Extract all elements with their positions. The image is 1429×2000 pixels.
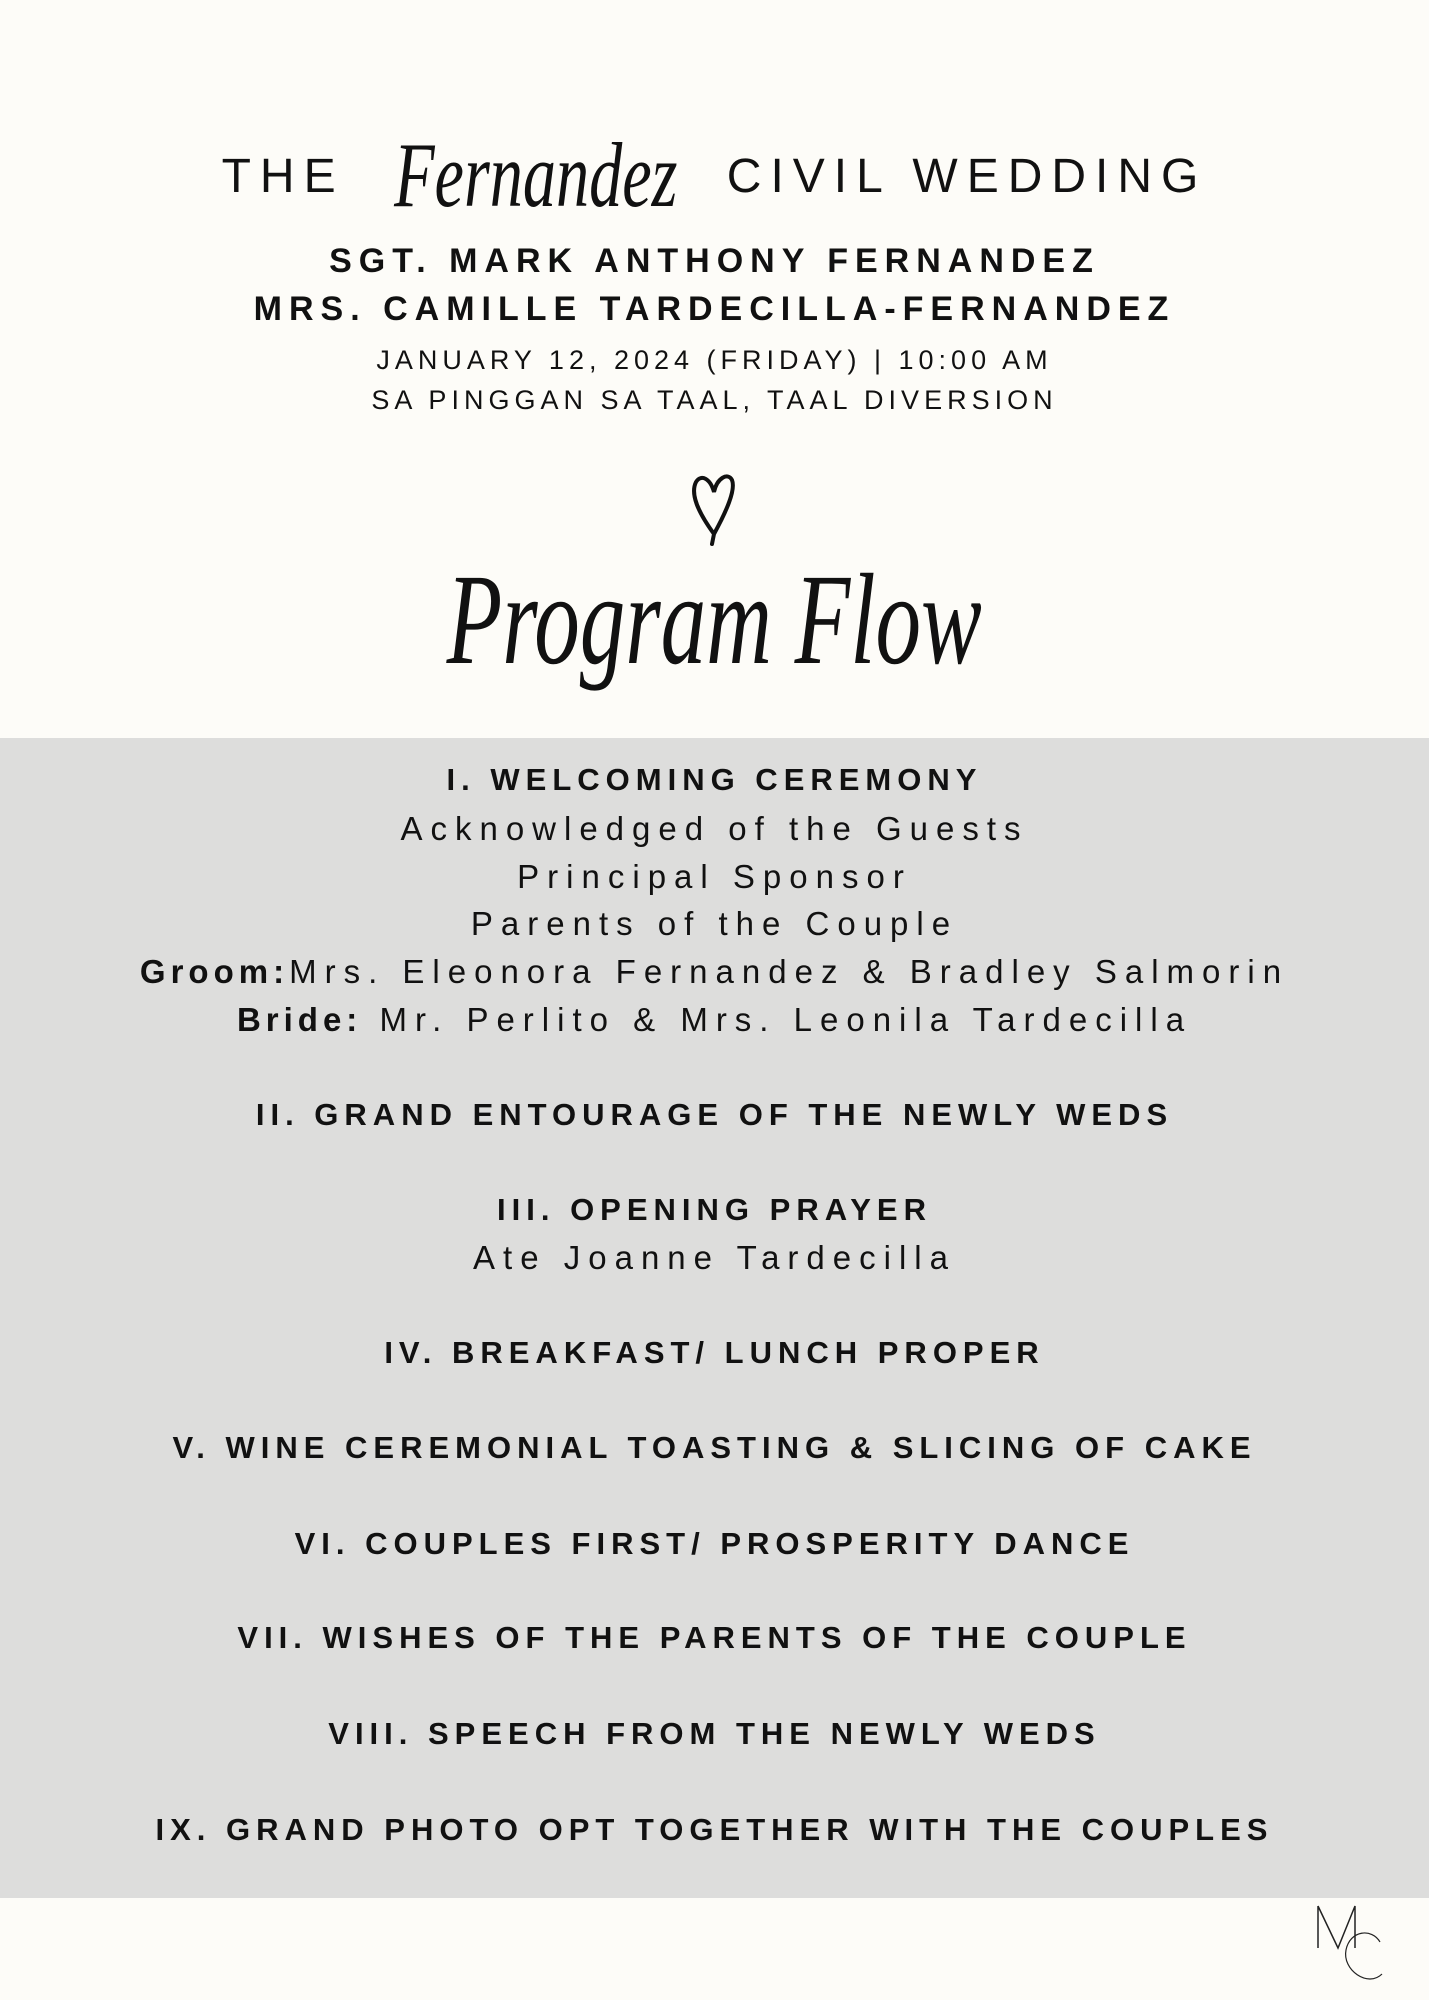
item-principal-sponsor: Principal Sponsor bbox=[517, 858, 912, 895]
section-breakfast: IV. BREAKFAST/ LUNCH PROPER bbox=[384, 1335, 1045, 1370]
item-acknowledgement: Acknowledged of the Guests bbox=[400, 810, 1029, 847]
title-civil-wedding: CIVIL WEDDING bbox=[726, 150, 1208, 203]
section-photo: IX. GRAND PHOTO OPT TOGETHER WITH THE COUPLES bbox=[155, 1812, 1274, 1847]
groom-name: SGT. MARK ANTHONY FERNANDEZ bbox=[329, 242, 1100, 280]
title-script-name: Fernandez bbox=[394, 124, 678, 226]
venue: SA PINGGAN SA TAAL, TAAL DIVERSION bbox=[371, 385, 1058, 415]
bride-name: MRS. CAMILLE TARDECILLA-FERNANDEZ bbox=[253, 290, 1176, 328]
monogram-logo bbox=[1310, 1898, 1390, 1998]
section-prayer: III. OPENING PRAYER bbox=[497, 1192, 932, 1227]
heart-icon bbox=[684, 472, 744, 552]
program-flow-title: Program Flow bbox=[446, 548, 983, 692]
date-time: JANUARY 12, 2024 (FRIDAY) | 10:00 AM bbox=[376, 345, 1053, 375]
groom-parents: Groom:Mrs. Eleonora Fernandez & Bradley Salmorin bbox=[139, 953, 1290, 990]
item-parents: Parents of the Couple bbox=[470, 905, 959, 942]
prayer-leader: Ate Joanne Tardecilla bbox=[473, 1239, 956, 1276]
section-entourage: II. GRAND ENTOURAGE OF THE NEWLY WEDS bbox=[255, 1097, 1174, 1132]
section-welcoming: I. WELCOMING CEREMONY bbox=[446, 762, 983, 797]
section-toast: V. WINE CEREMONIAL TOASTING & SLICING OF CAKE bbox=[172, 1430, 1257, 1465]
section-speech: VIII. SPEECH FROM THE NEWLY WEDS bbox=[328, 1716, 1101, 1751]
wedding-title bbox=[0, 108, 1429, 226]
bride-parents: Bride: Mr. Perlito & Mrs. Leonila Tardecilla bbox=[236, 1001, 1193, 1038]
section-wishes: VII. WISHES OF THE PARENTS OF THE COUPLE bbox=[237, 1620, 1192, 1655]
title-the: THE bbox=[221, 150, 345, 203]
section-dance: VI. COUPLES FIRST/ PROSPERITY DANCE bbox=[294, 1526, 1135, 1561]
